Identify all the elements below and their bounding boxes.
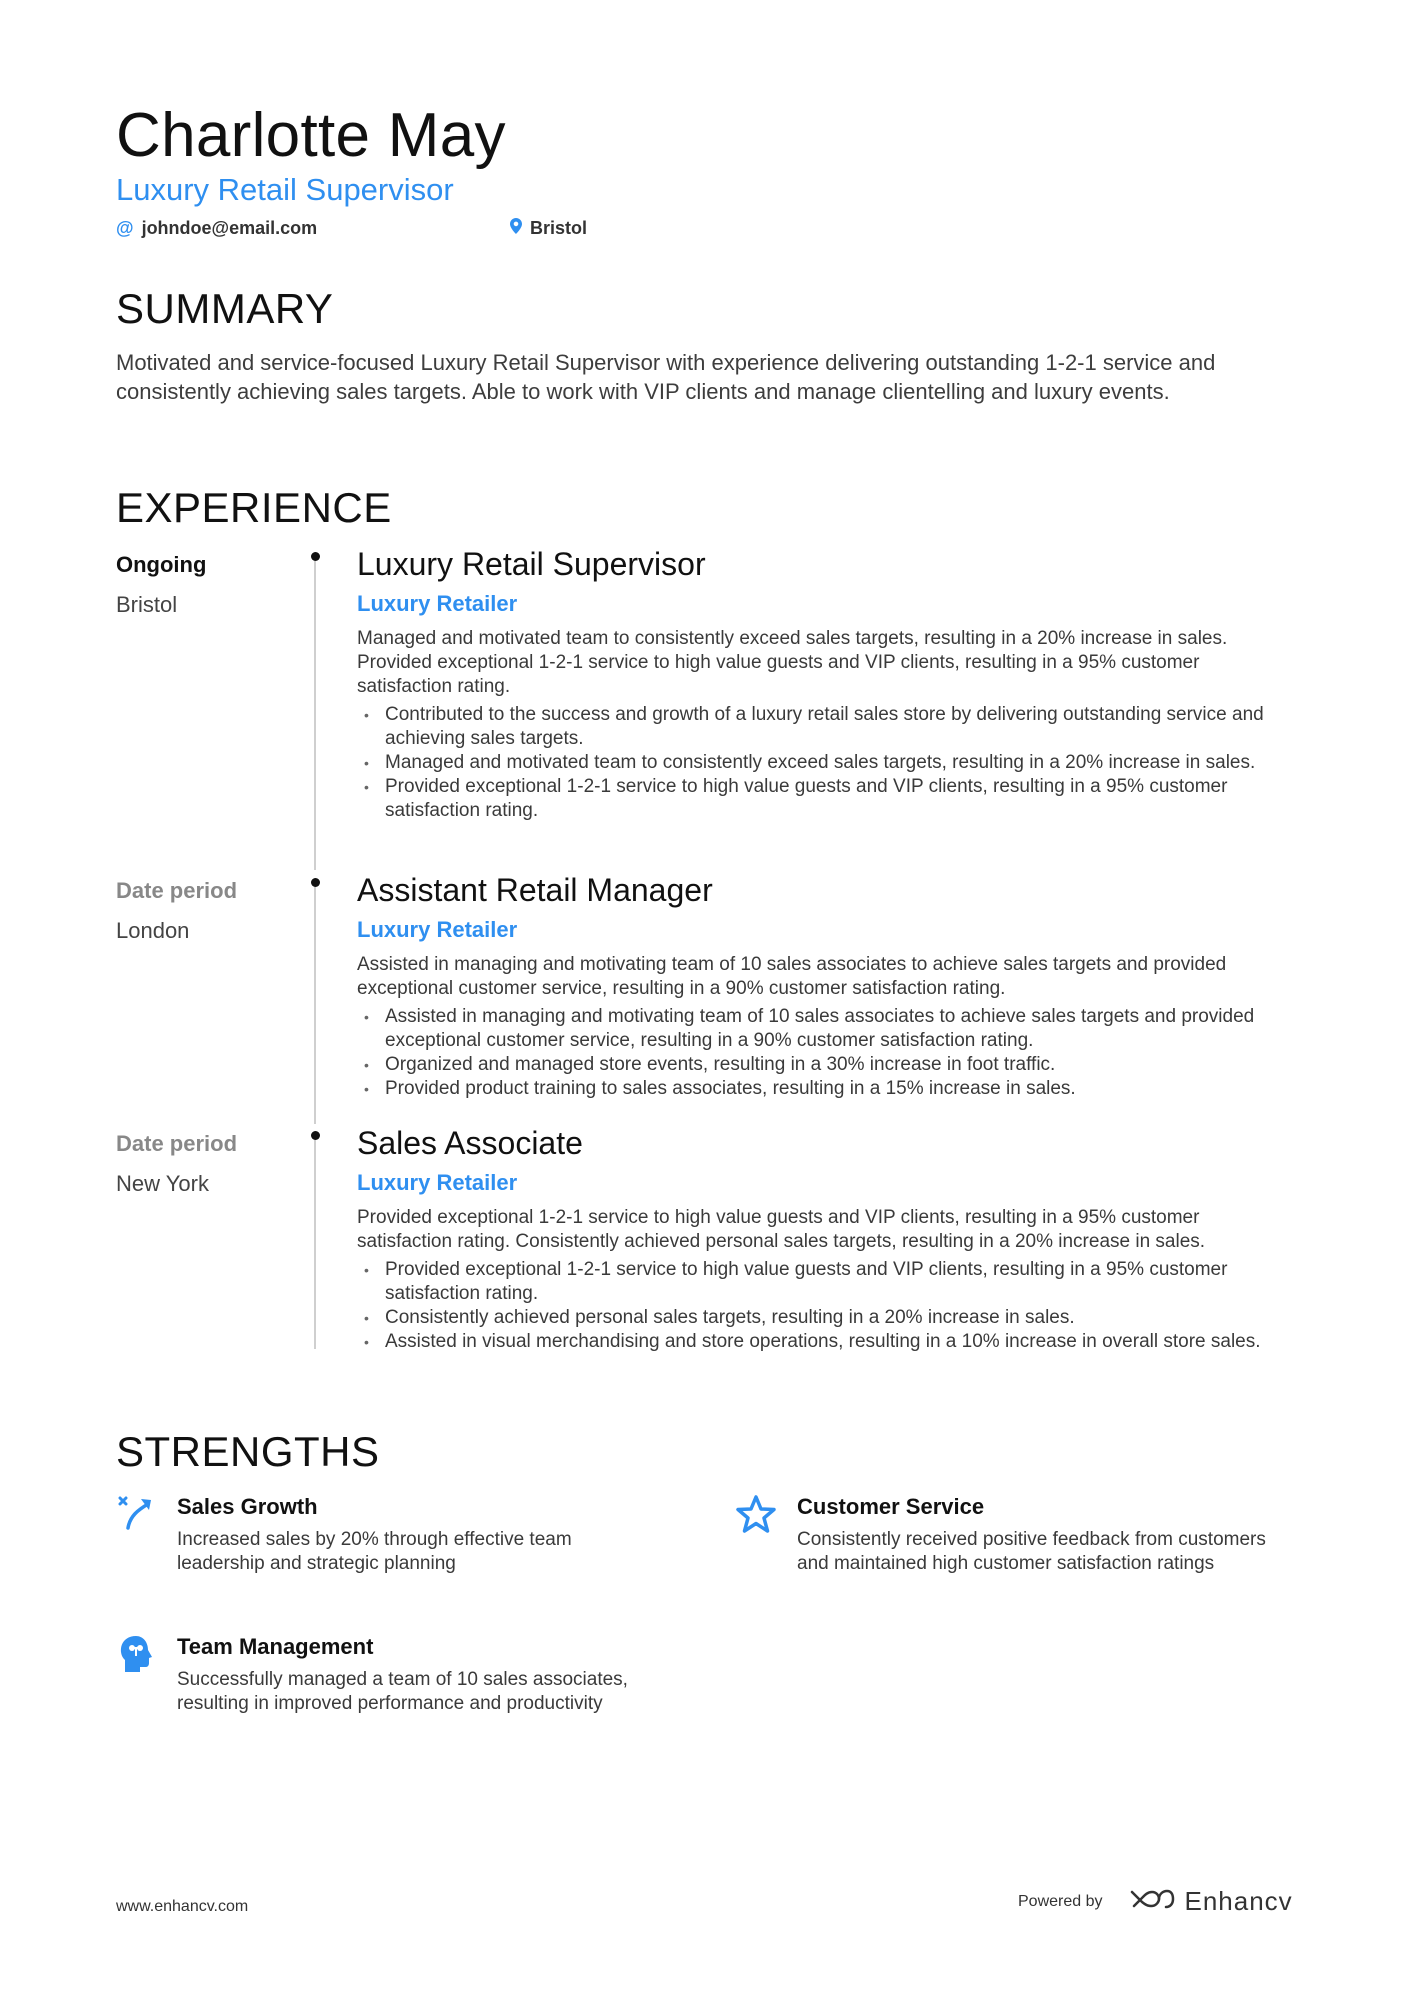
job-bullet: • Managed and motivated team to consistently exceed sales targets, resulting in a 20% increase in sales. — [357, 751, 1297, 775]
location-pin-icon — [510, 218, 522, 239]
contact-email[interactable] — [116, 218, 317, 239]
job-description: Provided exceptional 1-2-1 service to high value guests and VIP clients, resulting in a 95% customer satisfaction rating. Consistently achieved personal sales targets, resulting in a 20% increase in sales. — [357, 1207, 1206, 1252]
timeline-dot — [311, 1131, 320, 1140]
job-bullet: • Contributed to the success and growth of a luxury retail sales store by delivering outstanding service and achieving sales targets. — [357, 703, 1297, 751]
job-title: Assistant Retail Manager — [357, 872, 713, 908]
job-title: Sales Associate — [357, 1125, 583, 1161]
job-bullet: • Assisted in managing and motivating team of 10 sales associates to achieve sales targets and provided exceptional customer service, resulting in a 90% customer satisfaction rating. — [357, 1005, 1297, 1053]
strategy-arrow-icon — [116, 1494, 156, 1534]
email-text: johndoe@email.com — [141, 218, 318, 238]
job-bullet: • Provided exceptional 1-2-1 service to high value guests and VIP clients, resulting in a 95% customer satisfaction rating. — [357, 775, 1297, 823]
job-bullets — [357, 1258, 1297, 1354]
candidate-title: Luxury Retail Supervisor — [116, 172, 454, 207]
summary-heading: SUMMARY — [116, 285, 334, 332]
strengths-heading: STRENGTHS — [116, 1428, 380, 1475]
powered-by — [1018, 1886, 1293, 1917]
summary-text: Motivated and service-focused Luxury Retail Supervisor with experience delivering outstanding 1-2-1 service and consistently achieving sales targets. Able to work with VIP clients and manage clientelling and luxury events. — [116, 350, 1216, 404]
strength-description: Successfully managed a team of 10 sales associates, resulting in improved performance and productivity — [177, 1669, 628, 1714]
timeline-dot — [311, 878, 320, 887]
timeline-line — [314, 552, 316, 870]
experience-body — [357, 1125, 1297, 1354]
job-title: Luxury Retail Supervisor — [357, 546, 706, 582]
experience-date: Date period — [116, 878, 238, 903]
strength-title: Team Management — [177, 1634, 374, 1659]
experience-location: London — [116, 918, 190, 943]
job-bullet: • Consistently achieved personal sales targets, resulting in a 20% increase in sales. — [357, 1306, 1297, 1330]
website-link[interactable]: www.enhancv.com — [116, 1898, 249, 1915]
experience-location: Bristol — [116, 592, 178, 617]
company-name: Luxury Retailer — [357, 917, 518, 942]
experience-body — [357, 872, 1297, 1101]
experience-date: Ongoing — [116, 552, 207, 577]
brand-name: Enhancv — [1184, 1886, 1293, 1916]
strength-title: Customer Service — [797, 1494, 985, 1519]
job-bullet: • Assisted in visual merchandising and store operations, resulting in a 10% increase in overall store sales. — [357, 1330, 1297, 1354]
enhancv-logo-icon — [1129, 1887, 1175, 1916]
experience-meta — [116, 552, 306, 618]
experience-meta — [116, 878, 306, 944]
contact-location — [510, 218, 587, 239]
job-bullet: • Organized and managed store events, resulting in a 30% increase in foot traffic. — [357, 1053, 1297, 1077]
strength-title: Sales Growth — [177, 1494, 318, 1519]
job-bullet: • Provided product training to sales associates, resulting in a 15% increase in sales. — [357, 1077, 1297, 1101]
experience-date: Date period — [116, 1131, 238, 1156]
candidate-name: Charlotte May — [116, 101, 506, 170]
experience-body — [357, 546, 1297, 823]
location-text: Bristol — [530, 218, 588, 238]
strength-description: Consistently received positive feedback from customers and maintained high customer satisfaction ratings — [797, 1529, 1266, 1574]
at-icon: @ — [116, 218, 134, 238]
job-bullet: • Provided exceptional 1-2-1 service to high value guests and VIP clients, resulting in a 95% customer satisfaction rating. — [357, 1258, 1297, 1306]
timeline-line — [314, 878, 316, 1124]
job-bullets — [357, 703, 1297, 823]
job-description: Managed and motivated team to consistently exceed sales targets, resulting in a 20% increase in sales. Provided exceptional 1-2-1 service to high value guests and VIP clients, resulting in a 95% customer satisfaction rating. — [357, 628, 1228, 697]
experience-location: New York — [116, 1171, 209, 1196]
timeline-line — [314, 1131, 316, 1349]
job-description: Assisted in managing and motivating team of 10 sales associates to achieve sales targets and provided exceptional customer service, resulting in a 90% customer satisfaction rating. — [357, 954, 1227, 999]
head-brain-icon — [116, 1634, 156, 1674]
experience-meta — [116, 1131, 306, 1197]
powered-by-label: Powered by — [1018, 1892, 1103, 1910]
timeline-dot — [311, 552, 320, 561]
experience-heading: EXPERIENCE — [116, 484, 392, 531]
star-icon — [736, 1494, 776, 1534]
strength-description: Increased sales by 20% through effective team leadership and strategic planning — [177, 1529, 572, 1574]
job-bullets — [357, 1005, 1297, 1101]
company-name: Luxury Retailer — [357, 1170, 518, 1195]
company-name: Luxury Retailer — [357, 591, 518, 616]
